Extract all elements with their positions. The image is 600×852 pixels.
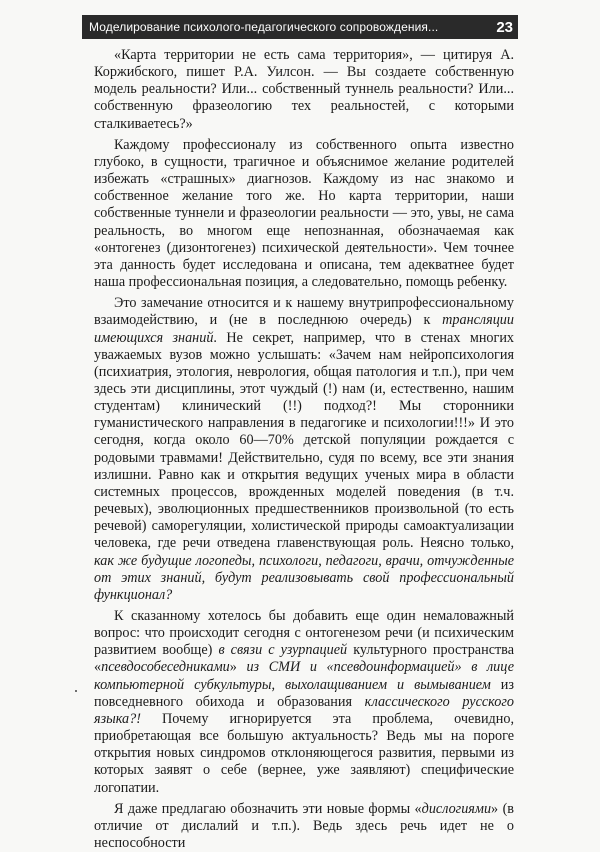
- italic-phrase: дислогиями: [421, 800, 492, 817]
- italic-phrase: псевдособеседниками: [101, 659, 230, 676]
- paragraph-2: [94, 137, 514, 291]
- paragraph-text: . Не секрет, например, что в стенах многих уважаемых вузов можно услышать: «Зачем нам нейропсихология (психиатрия, этология, неврология, общая патология и т.п.), при чем здесь эти дисциплины, этот чуждый (!) нам (и, естественно, нашим студентам) клинический (!!) подход?! Мы сторонники гуманистического направления в педагогике и психологии!!!» И это сегодня, когда около 60—70% детской популяции рождается с родовыми травмами! Действительно, судя по всему, все эти знания излишни. Равно как и открытия ведущих ученых мира в области системных процессов, врожденных моделей поведения (в т.ч. речевых), эволюционных предшественников произвольной (то есть речевой) саморегуляции, холистической природы самоактуализации человека, где речи отведена главенствующая роль. Неясно только,: [94, 329, 515, 552]
- paragraph-text: из повседневного обихода и образования: [94, 676, 515, 710]
- paragraph-text: Я даже предлагаю обозначить эти новые формы «: [114, 800, 422, 817]
- paragraph-5: [94, 801, 514, 852]
- paragraph-text: Каждому профессионалу из собственного опыта известно глубоко, в сущности, трагичное и объяснимое желание родителей избежать «страшных» диагнозов. Каждому из нас знакомо и собственное желание того же. Но карта территории, наши собственные туннели и фразеологии реальности — это, увы, не сама реальность, во многом еще непознанная, обозначаемая как «онтогенез (дизонтогенез) психической деятельности». Чем точнее эта данность будет исследована и описана, тем адекватнее будет наша профессиональная позиция, а следовательно, помощь ребенку.: [94, 136, 514, 291]
- paragraph-text: «Карта территории не есть сама территория», — цитируя А. Коржибского, пишет Р.А. Уилсон. — Вы создаете собственную модель реальности? Или... собственный туннель реальности? Или... собственную фразеологию тех реальностей, с которыми сталкиваетесь?»: [94, 47, 514, 132]
- italic-phrase: трансляции имеющихся знаний: [94, 312, 514, 346]
- paragraph-text: К сказанному хотелось бы добавить еще один немаловажный вопрос: что происходит сегодня с онтогенезом речи (и психическим развитием вообще): [94, 608, 514, 659]
- paragraph-4: [94, 608, 514, 797]
- body-text: [94, 47, 514, 852]
- running-header: [82, 15, 518, 39]
- paragraph-3: [94, 295, 514, 604]
- italic-phrase: как же будущие логопеды, психологи, педагоги, врачи, отчужденные от этих знаний, будут реализовывать свой профессиональный функционал?: [94, 552, 514, 603]
- page-number: 23: [496, 18, 513, 36]
- paragraph-1: [94, 47, 514, 133]
- italic-phrase: из СМИ и «псевдоинформацией» в лице компьютерной субкультуры, выхолащиванием и вымыванием: [94, 659, 514, 693]
- running-header-title: Моделирование психолого-педагогического сопровождения...: [89, 20, 439, 34]
- italic-phrase: в связи с узурпацией: [218, 642, 348, 659]
- paragraph-text: » (в отличие от дислалий и т.п.). Ведь здесь речь идет не о неспособности: [94, 800, 514, 852]
- margin-dot: [75, 690, 77, 692]
- paragraph-text: Это замечание относится и к нашему внутрипрофессиональному взаимодействию, и (не в последнюю очередь) к: [94, 295, 514, 329]
- italic-phrase: классического русского языка?!: [94, 693, 515, 727]
- paragraph-text: культурного пространства «: [94, 642, 514, 676]
- paragraph-text: Почему игнорируется эта проблема, очевидно, приобретающая все большую актуальность? Ведь мы на пороге открытия новых синдромов отклоняющегося развития, первыми из которых заявят о себе (вернее, уже заявляют) специфические логопатии.: [94, 710, 514, 796]
- paragraph-text: »: [229, 659, 247, 676]
